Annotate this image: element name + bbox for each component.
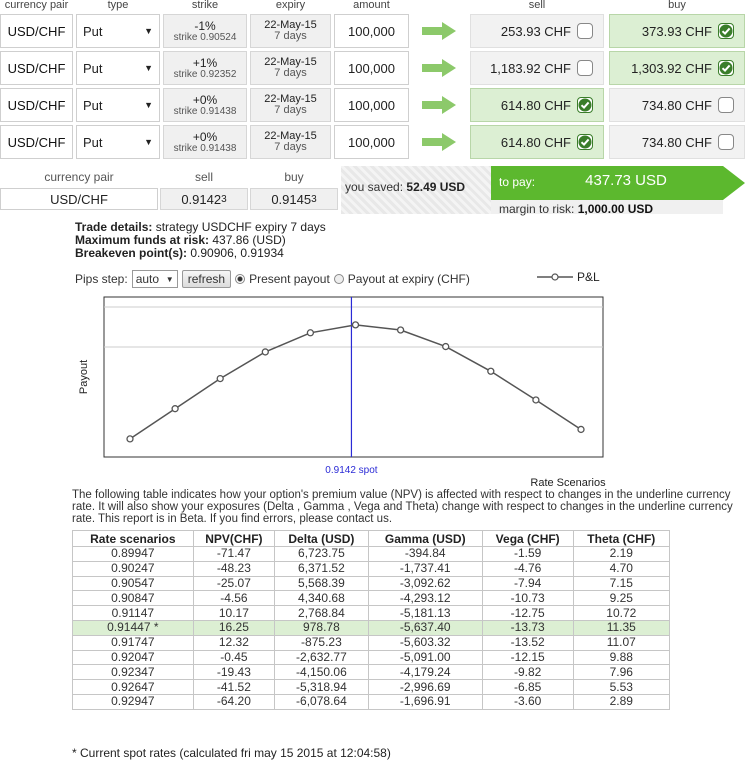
pnl-data-point <box>262 349 268 355</box>
summary-sell-rate <box>160 188 248 210</box>
checkbox-icon[interactable] <box>718 97 734 113</box>
leg-strike-value: strike 0.91438 <box>173 105 237 117</box>
table-cell: 6,371.52 <box>275 561 369 576</box>
leg-buy-price: 373.93 CHF <box>641 23 712 39</box>
chevron-down-icon: ▼ <box>144 26 153 36</box>
header-sell: sell <box>528 0 546 11</box>
summary-pair: USD/CHF <box>0 188 158 210</box>
checkmark-icon[interactable] <box>577 134 593 150</box>
table-cell: 0.90547 <box>73 576 194 591</box>
to-pay-value: 437.73 USD <box>585 172 667 189</box>
table-cell: 0.92347 <box>73 665 194 680</box>
payout-expiry-radio[interactable] <box>334 274 344 284</box>
refresh-button[interactable]: refresh <box>182 270 231 288</box>
pnl-data-point <box>217 376 223 382</box>
header-type: type <box>107 0 129 11</box>
leg-amount-input[interactable]: 100,000 <box>334 125 409 159</box>
table-column-header: Delta (USD) <box>275 531 369 547</box>
summary-sell-label: sell <box>194 170 213 184</box>
pnl-data-point <box>578 426 584 432</box>
saved-value: 52.49 USD <box>406 180 466 194</box>
table-row <box>73 665 670 680</box>
breakeven-detail-line <box>75 247 326 260</box>
leg-expiry[interactable] <box>250 51 331 85</box>
leg-amount-input[interactable]: 100,000 <box>334 14 409 48</box>
savings-box <box>341 166 491 214</box>
checkbox-icon[interactable] <box>577 60 593 76</box>
pnl-data-point <box>443 344 449 350</box>
leg-buy-price: 1,303.92 CHF <box>631 60 712 76</box>
table-cell: 0.90247 <box>73 561 194 576</box>
trade-label: Trade details: <box>75 220 153 234</box>
funds-label: Maximum funds at risk: <box>75 233 210 247</box>
arrow-right-icon <box>414 14 464 48</box>
table-cell: -9.82 <box>482 665 573 680</box>
leg-pair: USD/CHF <box>0 14 73 48</box>
leg-type-select[interactable] <box>76 14 160 48</box>
table-cell: -25.07 <box>193 576 274 591</box>
trade-details <box>75 221 326 260</box>
table-cell: -71.47 <box>193 547 274 562</box>
checkbox-icon[interactable] <box>718 134 734 150</box>
table-cell: -0.45 <box>193 650 274 665</box>
table-cell: 10.17 <box>193 606 274 621</box>
table-cell: 0.91447 * <box>73 620 194 635</box>
arrow-right-icon <box>414 125 464 159</box>
chevron-down-icon: ▼ <box>144 100 153 110</box>
table-column-header: Vega (CHF) <box>482 531 573 547</box>
leg-sell-option[interactable] <box>470 14 604 48</box>
summary-buy-label: buy <box>284 170 304 184</box>
leg-strike-pct: +1% <box>192 55 218 70</box>
arrow-right-icon <box>414 88 464 122</box>
present-payout-radio[interactable] <box>235 274 245 284</box>
table-cell: -4,293.12 <box>368 591 482 606</box>
leg-buy-option[interactable] <box>609 88 745 122</box>
table-cell: -7.94 <box>482 576 573 591</box>
table-cell: -875.23 <box>275 635 369 650</box>
legend-label: P&L <box>577 270 600 284</box>
table-cell: 0.89947 <box>73 547 194 562</box>
leg-strike-pct: -1% <box>194 18 216 33</box>
table-cell: -5,181.13 <box>368 606 482 621</box>
table-cell: 0.90847 <box>73 591 194 606</box>
leg-expiry[interactable] <box>250 14 331 48</box>
leg-sell-price: 614.80 CHF <box>500 134 571 150</box>
footnote: * Current spot rates (calculated fri may 15 2015 at 12:04:58) <box>72 746 391 760</box>
leg-sell-option[interactable] <box>470 125 604 159</box>
leg-expiry-date: 22-May-15 <box>264 130 317 142</box>
leg-expiry-date: 22-May-15 <box>264 93 317 105</box>
leg-expiry-date: 22-May-15 <box>264 19 317 31</box>
leg-strike-value: strike 0.90524 <box>173 31 237 43</box>
leg-type-value: Put <box>83 97 103 113</box>
table-cell: 5.53 <box>573 680 669 695</box>
table-cell: 9.88 <box>573 650 669 665</box>
table-cell: 4,340.68 <box>275 591 369 606</box>
leg-buy-option[interactable] <box>609 125 745 159</box>
table-cell: 0.92647 <box>73 680 194 695</box>
pnl-data-point <box>172 406 178 412</box>
table-cell: -4,179.24 <box>368 665 482 680</box>
leg-expiry-days: 7 days <box>274 104 307 116</box>
table-cell: -48.23 <box>193 561 274 576</box>
leg-expiry-days: 7 days <box>274 30 307 42</box>
header-strike: strike <box>191 0 219 11</box>
table-row <box>73 547 670 562</box>
table-cell: 9.25 <box>573 591 669 606</box>
leg-strike-pct: +0% <box>192 129 218 144</box>
leg-amount-input[interactable]: 100,000 <box>334 51 409 85</box>
table-column-header: NPV(CHF) <box>193 531 274 547</box>
legend-line-icon <box>537 272 573 282</box>
table-cell: 2.89 <box>573 694 669 709</box>
leg-row <box>0 88 745 122</box>
trade-value: strategy USDCHF expiry 7 days <box>152 220 326 234</box>
table-row <box>73 576 670 591</box>
pnl-data-point <box>398 327 404 333</box>
leg-buy-option[interactable] <box>609 14 745 48</box>
leg-type-value: Put <box>83 60 103 76</box>
leg-sell-price: 1,183.92 CHF <box>490 60 571 76</box>
leg-buy-option[interactable] <box>609 51 745 85</box>
pips-step-value: auto <box>135 272 160 286</box>
table-cell: 0.91747 <box>73 635 194 650</box>
table-cell: -1,737.41 <box>368 561 482 576</box>
arrow-right-icon <box>414 51 464 85</box>
table-column-header: Theta (CHF) <box>573 531 669 547</box>
table-cell: -2,996.69 <box>368 680 482 695</box>
table-cell: 6,723.75 <box>275 547 369 562</box>
leg-pair: USD/CHF <box>0 88 73 122</box>
table-cell: -6.85 <box>482 680 573 695</box>
breakeven-label: Breakeven point(s): <box>75 246 188 260</box>
table-column-header: Gamma (USD) <box>368 531 482 547</box>
table-row <box>73 591 670 606</box>
leg-type-value: Put <box>83 134 103 150</box>
table-cell: -3,092.62 <box>368 576 482 591</box>
leg-type-select[interactable] <box>76 88 160 122</box>
checkmark-icon[interactable] <box>718 60 734 76</box>
table-column-header: Rate scenarios <box>73 531 194 547</box>
margin-value: 1,000.00 USD <box>577 202 654 216</box>
leg-expiry[interactable] <box>250 125 331 159</box>
table-header-row <box>73 531 670 547</box>
leg-pair: USD/CHF <box>0 125 73 159</box>
to-pay-box[interactable] <box>491 166 745 214</box>
table-cell: -19.43 <box>193 665 274 680</box>
pnl-data-point <box>533 397 539 403</box>
table-row <box>73 620 670 635</box>
leg-row <box>0 51 745 85</box>
margin-label: margin to risk: <box>499 202 575 216</box>
y-axis-label: Payout <box>78 359 90 395</box>
chevron-down-icon: ▼ <box>165 274 174 284</box>
table-cell: -6,078.64 <box>275 694 369 709</box>
table-cell: 978.78 <box>275 620 369 635</box>
scenario-table <box>72 530 670 710</box>
leg-strike-pct: +0% <box>192 92 218 107</box>
chevron-down-icon: ▼ <box>144 137 153 147</box>
leg-strike[interactable] <box>163 125 247 159</box>
table-cell: -4,150.06 <box>275 665 369 680</box>
summary-pair-label: currency pair <box>44 170 114 184</box>
table-cell: -1,696.91 <box>368 694 482 709</box>
pnl-data-point <box>307 330 313 336</box>
leg-buy-price: 734.80 CHF <box>641 97 712 113</box>
checkbox-icon[interactable] <box>577 23 593 39</box>
pips-step-label: Pips step: <box>75 272 128 286</box>
table-row <box>73 561 670 576</box>
payout-expiry-label: Payout at expiry (CHF) <box>347 272 470 286</box>
leg-amount-input[interactable]: 100,000 <box>334 88 409 122</box>
funds-value: 437.86 (USD) <box>209 233 286 247</box>
leg-strike[interactable] <box>163 51 247 85</box>
leg-row <box>0 14 745 48</box>
saved-label: you saved: <box>345 180 404 194</box>
leg-strike-value: strike 0.91438 <box>173 142 237 154</box>
leg-expiry-date: 22-May-15 <box>264 56 317 68</box>
plot-area <box>104 297 603 457</box>
table-cell: -4.76 <box>482 561 573 576</box>
table-cell: 0.91147 <box>73 606 194 621</box>
table-cell: 11.35 <box>573 620 669 635</box>
table-cell: 10.72 <box>573 606 669 621</box>
summary-buy-small: 3 <box>311 193 317 205</box>
payout-chart <box>70 285 670 490</box>
summary-sell-small: 3 <box>221 193 227 205</box>
table-row <box>73 680 670 695</box>
chart-legend <box>537 270 600 284</box>
leg-row <box>0 125 745 159</box>
summary-buy-main: 0.9145 <box>271 191 312 207</box>
leg-pair: USD/CHF <box>0 51 73 85</box>
table-row <box>73 606 670 621</box>
header-buy: buy <box>668 0 686 11</box>
table-cell: -5,318.94 <box>275 680 369 695</box>
table-cell: 7.15 <box>573 576 669 591</box>
table-cell: 16.25 <box>193 620 274 635</box>
leg-sell-price: 614.80 CHF <box>500 97 571 113</box>
checkmark-icon[interactable] <box>577 97 593 113</box>
pnl-data-point <box>353 322 359 328</box>
table-row <box>73 635 670 650</box>
leg-type-select[interactable] <box>76 51 160 85</box>
summary-sell-main: 0.9142 <box>181 191 222 207</box>
table-cell: -1.59 <box>482 547 573 562</box>
margin-to-risk <box>499 202 653 216</box>
table-cell: -12.75 <box>482 606 573 621</box>
leg-sell-option[interactable] <box>470 88 604 122</box>
leg-strike-value: strike 0.92352 <box>173 68 237 80</box>
table-cell: 7.96 <box>573 665 669 680</box>
leg-type-select[interactable] <box>76 125 160 159</box>
table-cell: -4.56 <box>193 591 274 606</box>
breakeven-value: 0.90906, 0.91934 <box>187 246 284 260</box>
table-cell: 0.92047 <box>73 650 194 665</box>
table-row <box>73 650 670 665</box>
table-cell: 2,768.84 <box>275 606 369 621</box>
table-cell: -64.20 <box>193 694 274 709</box>
table-cell: -12.15 <box>482 650 573 665</box>
header-amount: amount <box>353 0 390 11</box>
table-cell: -10.73 <box>482 591 573 606</box>
present-payout-label: Present payout <box>249 272 330 286</box>
table-cell: 0.92947 <box>73 694 194 709</box>
leg-expiry[interactable] <box>250 88 331 122</box>
pnl-data-point <box>127 436 133 442</box>
leg-buy-price: 734.80 CHF <box>641 134 712 150</box>
table-cell: -5,637.40 <box>368 620 482 635</box>
table-cell: -5,603.32 <box>368 635 482 650</box>
leg-expiry-days: 7 days <box>274 141 307 153</box>
summary-buy-rate <box>250 188 338 210</box>
table-cell: -2,632.77 <box>275 650 369 665</box>
header-expiry: expiry <box>275 0 306 11</box>
leg-strike[interactable] <box>163 14 247 48</box>
scenario-description: The following table indicates how your option's premium value (NPV) is affected with respect to changes in the underline currency rate. It will also show your exposures (Delta , Gamma , Vega and Theta) change with respect to changes in the underline currency rate. This report is in Beta. If you find errors, please contact us. <box>72 489 733 525</box>
table-cell: -13.73 <box>482 620 573 635</box>
table-cell: 11.07 <box>573 635 669 650</box>
chevron-down-icon: ▼ <box>144 63 153 73</box>
table-cell: -13.52 <box>482 635 573 650</box>
x-axis-label: Rate Scenarios <box>530 477 606 489</box>
spot-label: 0.9142 spot <box>325 465 378 476</box>
table-cell: -5,091.00 <box>368 650 482 665</box>
table-row <box>73 694 670 709</box>
table-cell: 12.32 <box>193 635 274 650</box>
to-pay-label: to pay: <box>499 175 536 189</box>
header-currency-pair: currency pair <box>4 0 69 11</box>
table-cell: -394.84 <box>368 547 482 562</box>
table-cell: 4.70 <box>573 561 669 576</box>
checkmark-icon[interactable] <box>718 23 734 39</box>
pnl-data-point <box>488 368 494 374</box>
table-cell: 2.19 <box>573 547 669 562</box>
leg-sell-option[interactable] <box>470 51 604 85</box>
leg-strike[interactable] <box>163 88 247 122</box>
leg-type-value: Put <box>83 23 103 39</box>
leg-sell-price: 253.93 CHF <box>500 23 571 39</box>
table-cell: 5,568.39 <box>275 576 369 591</box>
leg-expiry-days: 7 days <box>274 67 307 79</box>
table-cell: -41.52 <box>193 680 274 695</box>
table-cell: -3.60 <box>482 694 573 709</box>
